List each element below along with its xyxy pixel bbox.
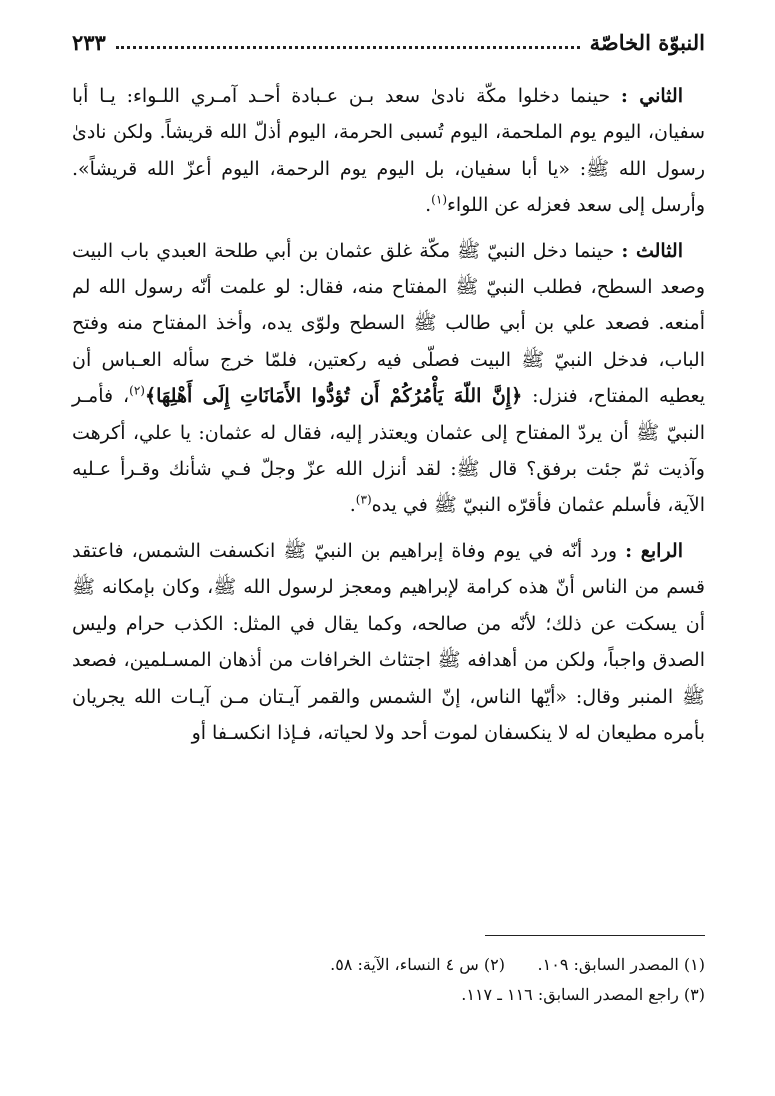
paragraph-second — [72, 78, 705, 224]
paragraph-text: ورد أنّه في يوم وفاة إبراهيم بن النبيّ ﷺ انكسفت الشمس، فاعتقد قسم من الناس أنّ هذه كرامة لإبراهيم ومعجز لرسول الله ﷺ، وكان بإمكانه ﷺ أن يسكت عن ذلك؛ لأنّه من صالحه، وكما يقال في المثل: الكذب حرام وليس الصدق واجباً، ولكن من أهدافه ﷺ اجتثاث الخرافات من أذهان المسـلمين، فصعد ﷺ المنبر وقال: «أيّها الناس، إنّ الشمس والقمر آيـتان مـن آيـات الله يجريان بأمره مطيعان له لا ينكسفان لموت أحد ولا لحياته، فـإذا انكسـفا أو — [72, 539, 705, 744]
paragraph-third — [72, 233, 705, 524]
header-dot-leader — [116, 46, 580, 49]
paragraph-lead: الرابع : — [625, 539, 683, 562]
header-title: النبوّة الخاصّة — [589, 29, 705, 55]
footnote-3: (٣) راجع المصدر السابق: ١١٦ ـ ١١٧. — [461, 985, 705, 1004]
footnote-row — [200, 980, 705, 1010]
footnote-1: (١) المصدر السابق: ١٠٩. — [537, 955, 705, 974]
paragraph-lead: الثالث : — [621, 239, 683, 262]
paragraph-tail: . — [425, 194, 432, 217]
paragraph-text-continued: ، فأمـر النبيّ ﷺ أن يردّ المفتاح إلى عثمان ويعتذر إليه، فقال له عثمان: يا علي، أكرهت وآذيت ثمّ جئت برفق؟ قال ﷺ: لقد أنزل الله عزّ وجلّ فـي شأنك وقـرأ عـليه الآية، فأسلم عثمان فأقرّه النبيّ ﷺ في يده — [72, 385, 705, 517]
footnote-2: (٢) س ٤ النساء، الآية: ٥٨. — [330, 955, 505, 974]
paragraph-text: حينما دخلوا مكّة نادىٰ سعد بـن عـبادة أحـد آمـري اللـواء: يـا أبا سفيان، اليوم يوم الملحمة، اليوم تُسبى الحرمة، اليوم أذلّ الله قريشاً. ولكن نادىٰ رسول الله ﷺ: «يا أبا سفيان، بل اليوم يوم الرحمة، اليوم أعزّ الله قريشاً». وأرسل إلى سعد فعزله عن اللواء — [72, 85, 705, 217]
running-header — [72, 22, 705, 62]
footnote-separator — [485, 935, 705, 936]
paragraph-lead: الثاني : — [620, 85, 683, 107]
footnote-ref: (١) — [431, 192, 447, 207]
footnote-ref: (٣) — [355, 493, 372, 508]
page-number: ٢٣٣ — [72, 29, 106, 55]
paragraph-fourth — [72, 533, 705, 751]
quran-verse: ﴿إِنَّ اللّهَ يَأْمُرُكُمْ أَن تُؤدُّوا الأَمَانَاتِ إِلَى أَهْلِهَا﴾ — [144, 385, 523, 408]
paragraph-tail: . — [349, 494, 356, 517]
main-text — [72, 78, 705, 760]
paragraph-text: حينما دخل النبيّ ﷺ مكّة غلق عثمان بن أبي طلحة العبدي باب البيت وصعد السطح، فطلب النبيّ ﷺ المفتاح منه، فقال: لو علمت أنّه رسول الله لم أمنعه. فصعد علي بن أبي طالب ﷺ السطح ولوّى يده، وأخذ المفتاح منه وفتح الباب، فدخل النبيّ ﷺ البيت فصلّى فيه ركعتين، فلمّا خرج سأله العـباس أن يعطيه المفتاح، فنزل: — [72, 239, 706, 408]
footnotes — [200, 950, 705, 1010]
footnote-row — [200, 950, 705, 980]
footnote-ref: (٢) — [129, 383, 145, 398]
